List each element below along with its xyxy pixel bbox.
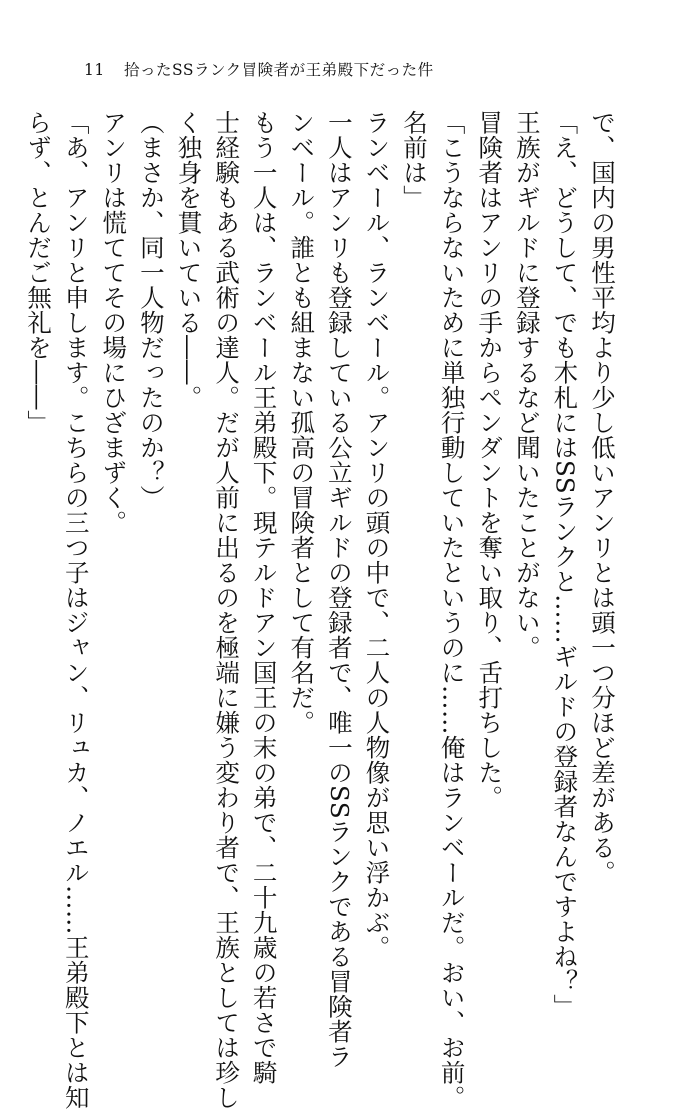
running-title: 拾ったSSランク冒険者が王弟殿下だった件 bbox=[124, 61, 434, 79]
text-line: らず、とんだご無礼を――」 bbox=[24, 110, 54, 435]
text-line: 「え、どうして、でも木札にはSSランクと……ギルドの登録者なんですよね？」 bbox=[550, 110, 580, 1020]
text-line: 名前は」 bbox=[400, 110, 430, 210]
text-line: く独身を貫いている――。 bbox=[174, 110, 204, 410]
text-line: もう一人は、ランベール王弟殿下。現テルドアン国王の末の弟で、二十九歳の若さで騎 bbox=[249, 110, 279, 1085]
text-line: 冒険者はアンリの手からペンダントを奪い取り、舌打ちした。 bbox=[475, 110, 505, 810]
page-header bbox=[84, 58, 434, 80]
body-text bbox=[24, 110, 621, 1110]
text-line: 一人はアンリも登録している公立ギルドの登録者で、唯一のSSランクである冒険者ラ bbox=[324, 110, 354, 1070]
text-line: アンリは慌ててその場にひざまずく。 bbox=[99, 110, 129, 535]
text-line: で、国内の男性平均より少し低いアンリとは頭一つ分ほど差がある。 bbox=[588, 110, 617, 885]
text-line: 士経験もある武術の達人。だが人前に出るのを極端に嫌う変わり者で、王族としては珍し bbox=[212, 110, 242, 1110]
text-line: ランベール、ランベール。アンリの頭の中で、二人の人物像が思い浮かぶ。 bbox=[362, 110, 392, 960]
text-line: 「こうならないために単独行動していたというのに……俺はランベールだ。おい、お前。 bbox=[437, 110, 467, 1110]
text-line: ンベール。誰とも組まない孤高の冒険者として有名だ。 bbox=[287, 110, 317, 735]
page-number: 11 bbox=[84, 61, 105, 79]
text-line: 「あ、アンリと申します。こちらの三つ子はジャン、リュカ、ノエル……王弟殿下とは知 bbox=[61, 110, 91, 1110]
text-line: 王族がギルドに登録するなど聞いたことがない。 bbox=[512, 110, 542, 660]
text-line: （まさか、同一人物だったのか？） bbox=[136, 110, 166, 510]
